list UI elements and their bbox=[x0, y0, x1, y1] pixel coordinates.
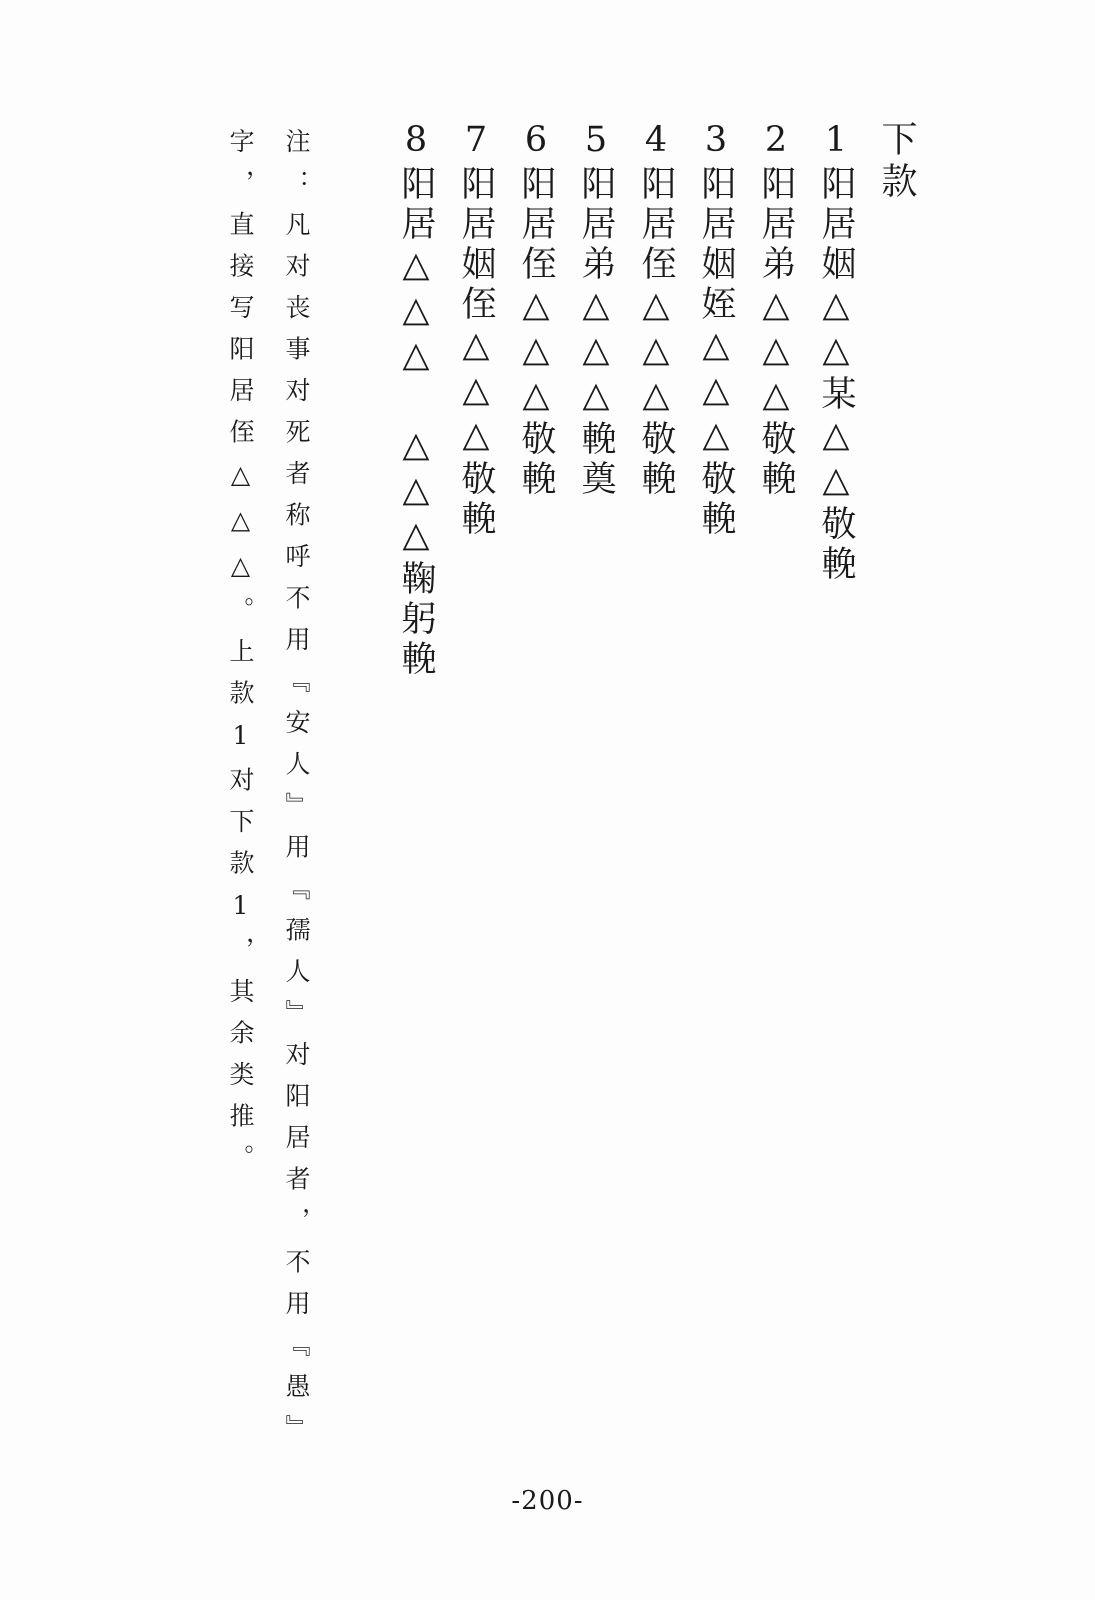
section-heading: 下款 bbox=[876, 120, 917, 204]
entry-7: 7阳居姻侄△△△敬輓 bbox=[456, 120, 496, 540]
entry-8: 8阳居△△△ △△△鞠躬輓 bbox=[396, 120, 436, 680]
entry-2: 2阳居弟△△△敬輓 bbox=[756, 120, 796, 500]
entry-6: 6阳居侄△△△敬輓 bbox=[516, 120, 556, 500]
page-number: -200- bbox=[511, 1486, 584, 1516]
entry-3: 3阳居姻姪△△△敬輓 bbox=[696, 120, 736, 540]
entry-1: 1阳居姻△△某△△敬輓 bbox=[816, 120, 856, 585]
note-line-1: 注：凡对丧事对死者称呼不用『安人』用『孺人』对阳居者，不用『愚』 bbox=[282, 128, 311, 1456]
entry-5: 5阳居弟△△△輓奠 bbox=[576, 120, 616, 500]
note-line-2: 字，直接写阳居侄△△△。上款1对下款1，其余类推。 bbox=[226, 128, 255, 1186]
entry-4: 4阳居侄△△△敬輓 bbox=[636, 120, 676, 500]
